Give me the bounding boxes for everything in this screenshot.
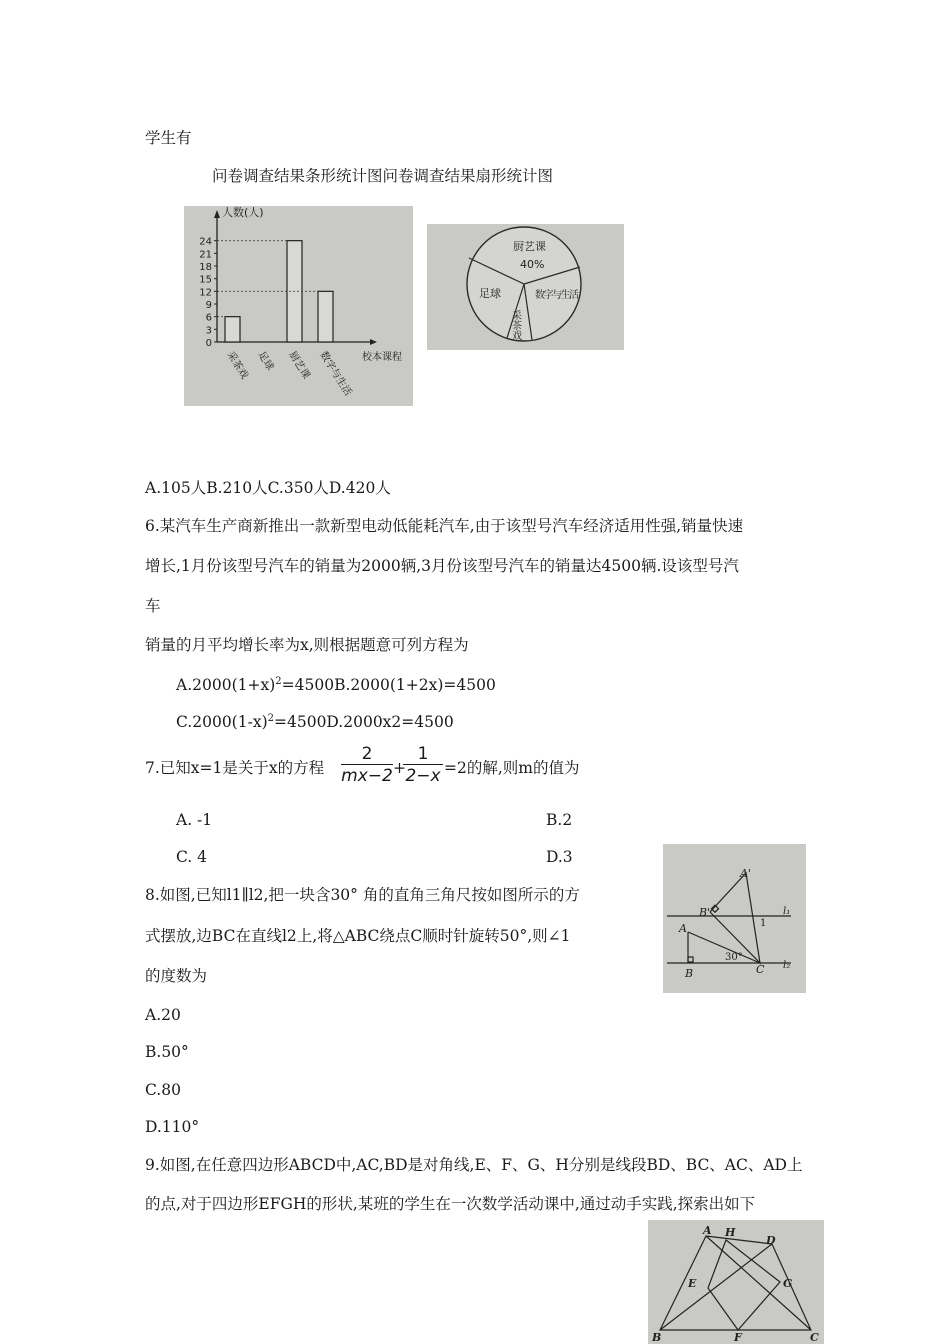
q8-label-angle-1: 1 — [760, 918, 767, 929]
q7-fraction-1: 2 mx−2 — [341, 744, 393, 786]
q8-option-c: C.80 — [145, 1081, 181, 1099]
q8-line3: 的度数为 — [145, 967, 208, 985]
q7-suffix: =2的解,则m的值为 — [444, 759, 580, 777]
x-axis-label: 校本课程 — [362, 352, 402, 363]
q8-option-d: D.110° — [145, 1118, 200, 1136]
q6-option-ab: $A.2000(1+x)^2=4500B.2000(1+2x)=4500$ — [176, 676, 496, 695]
q7-option-a: A. -1 — [176, 811, 213, 829]
y-tick-label: 3 — [205, 325, 212, 337]
q7-fraction-2: 1 2−x — [403, 744, 443, 787]
q8-label-c: C — [756, 963, 765, 976]
q9-label-e: E — [688, 1277, 697, 1290]
q8-label-l2: l₂ — [783, 960, 791, 971]
pie-label-cooking: 厨艺课 — [513, 240, 546, 253]
bar — [225, 317, 240, 342]
q9-label-c: C — [810, 1331, 819, 1344]
y-tick-label: 15 — [199, 274, 212, 286]
q9-label-g: G — [783, 1277, 793, 1290]
q9-label-b: B — [652, 1331, 662, 1344]
q8-label-b: B — [685, 967, 694, 980]
category-label: 厨艺课 — [286, 349, 312, 382]
q5-options: A.105人B.210人C.350人D.420人 — [145, 479, 391, 497]
bar — [318, 291, 333, 342]
q9-line2: 的点,对于四边形EFGH的形状,某班的学生在一次数学活动课中,通过动手实践,探索出如下 — [145, 1195, 756, 1213]
y-tick-label: 6 — [205, 312, 212, 324]
q8-label-b-prime: B' — [699, 906, 711, 919]
q8-figure — [663, 844, 806, 993]
q7-option-c: C. 4 — [176, 848, 208, 866]
q8-line1: 8.如图,已知l1∥l2,把一块含30° 角的直角三角尺按如图所示的方 — [145, 886, 580, 904]
y-tick-label: 12 — [199, 287, 212, 299]
q6-line1: 6.某汽车生产商新推出一款新型电动低能耗汽车,由于该型号汽车经济适用性强,销量快速 — [145, 517, 744, 535]
pie-label-tea: 采茶戏 — [509, 310, 521, 340]
q9-figure — [648, 1220, 824, 1344]
pie-label-football: 足球 — [479, 287, 501, 300]
pie-label-math-life: 数字与生活 — [535, 290, 579, 301]
y-tick-label: 18 — [199, 262, 212, 273]
y-tick-label: 0 — [205, 338, 212, 349]
q8-line2: 式摆放,边BC在直线l2上,将△ABC绕点C顺时针旋转50°,则∠1 — [145, 927, 571, 945]
chart-caption: 问卷调查结果条形统计图问卷调查结果扇形统计图 — [212, 167, 554, 185]
q8-option-a: A.20 — [145, 1006, 181, 1024]
q7-prefix: 7.已知x=1是关于x的方程 — [145, 759, 325, 777]
category-label: 足球 — [255, 349, 276, 373]
y-tick-label: 21 — [199, 249, 212, 261]
category-label: 采茶戏 — [224, 349, 250, 382]
q8-option-b: B.50° — [145, 1043, 189, 1061]
q6-option-cd: $C.2000(1-x)^2=4500D.2000x2=4500$ — [176, 713, 454, 732]
y-axis-arrow — [214, 210, 220, 218]
q9-label-h: H — [725, 1226, 736, 1239]
y-axis-label: 人数(人) — [222, 206, 264, 219]
q6-line3: 车 — [145, 597, 161, 615]
q9-line1: 9.如图,在任意四边形ABCD中,AC,BD是对角线,E、F、G、H分别是线段BD、BC、AC、AD上 — [145, 1156, 803, 1174]
q6-line4: 销量的月平均增长率为x,则根据题意可列方程为 — [145, 636, 469, 654]
q9-label-a: A — [703, 1224, 712, 1237]
q8-label-a: A — [679, 922, 687, 935]
q8-label-l1: l₁ — [783, 906, 791, 917]
q6-line2: 增长,1月份该型号汽车的销量为2000辆,3月份该型号汽车的销量达4500辆.设该型号汽 — [145, 557, 739, 575]
q7-option-b: B.2 — [546, 811, 573, 829]
q9-label-d: D — [766, 1234, 776, 1247]
q8-label-30: 30° — [725, 952, 743, 963]
q9-label-f: F — [734, 1331, 742, 1344]
q8-label-a-prime: A' — [740, 867, 751, 880]
x-axis-arrow — [370, 339, 377, 345]
category-label: 数字与生活 — [317, 349, 354, 398]
y-tick-label: 9 — [205, 300, 212, 311]
pie-chart — [427, 224, 624, 350]
q7-option-d: D.3 — [546, 848, 573, 866]
intro-text: 学生有 — [145, 129, 192, 147]
y-tick-label: 24 — [199, 236, 212, 248]
q7-plus: + — [393, 759, 406, 777]
pie-label-cooking-pct: 40% — [520, 258, 545, 271]
bar-chart — [184, 206, 413, 406]
